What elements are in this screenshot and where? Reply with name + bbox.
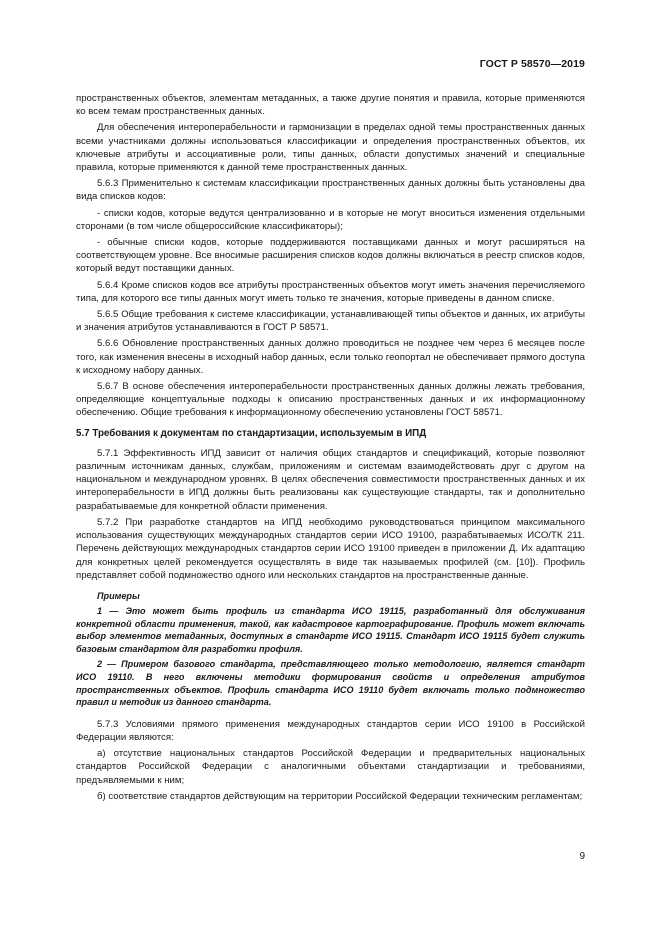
example-item: 1 — Это может быть профиль из стандарта ИСО 19115, разработанный для обслуживания конкретной области применения, такой, как кадастровое картографирование. Профиль может включать выбор элементов метаданных, доступных в стандарте ИСО 19115. Стандарт ИСО 19115 будет служить базовым стандартом для разработки профиля.: [76, 606, 585, 654]
page-number: 9: [579, 851, 585, 862]
paragraph: 5.7.3 Условиями прямого применения международных стандартов серии ИСО 19100 в Российской Федерации являются:: [76, 718, 585, 744]
document-body: [76, 92, 585, 806]
paragraph: Для обеспечения интероперабельности и гармонизации в пределах одной темы пространственных данных всеми участниками должны использоваться классификации и определения пространственных объектов, их ключевые атрибуты и ассоциативные роли, типы данных, области допустимых значений и специальные правила, которые применяются к данной теме пространственных данных.: [76, 122, 585, 174]
example-item: 2 — Примером базового стандарта, представляющего только методологию, является стандарт ИСО 19110. В него включены методики формирования свойств и определения атрибутов пространственных объектов. Профиль стандарта ИСО 19110 будет включать только подмножество правил и методик из данного стандарта.: [76, 659, 585, 708]
list-item: б) соответствие стандартов действующим на территории Российской Федерации техническим регламентам;: [97, 790, 583, 802]
list-item: - списки кодов, которые ведутся централизованно и в которые не могут вноситься изменения отдельными сторонами (в том числе общероссийские классификаторы);: [76, 207, 585, 232]
paragraph: 5.7.2 При разработке стандартов на ИПД необходимо руководствоваться принципом максимального использования существующих международных стандартов серии ИСО 19100, разрабатываемых ИСО/ТК 211. Перечень действующих международных стандартов серии ИСО 19100 приведен в приложении Д. Их адаптацию для конкретных целей рекомендуется осуществлять в виде так называемых профилей (см. [10]). Профиль представляет собой подмножество одного или нескольких стандартов на пространственные данные.: [76, 516, 585, 581]
bottom-paragraphs: [76, 718, 585, 803]
paragraph: пространственных объектов, элементам метаданных, а также другие понятия и правила, которые применяются ко всем темам пространственных данных.: [76, 93, 585, 118]
top-paragraphs: [76, 92, 585, 420]
paragraph: 5.7.1 Эффективность ИПД зависит от наличия общих стандартов и спецификаций, которые позволяют различным источникам данных, службам, приложениям и системам взаимодействовать друг с другом на национальном и международном уровнях. В целях обеспечения совместимости пространственных данных и их интероперабельности в ИПД должны быть реализованы как существующие стандарты, так и дополнительно разрабатываемые для конкретной области применения.: [76, 447, 585, 512]
paragraph: 5.6.4 Кроме списков кодов все атрибуты пространственных объектов могут иметь значения перечисляемого типа, для которого все типы данных могут иметь только те значения, которые приведены в данном списке.: [76, 279, 585, 304]
section-title: 5.7 Требования к документам по стандартизации, используемым в ИПД: [76, 427, 427, 439]
document-header: ГОСТ Р 58570—2019: [479, 58, 585, 70]
paragraph: 5.6.5 Общие требования к системе классификации, устанавливающей типы объектов и данных, их атрибуты и значения атрибутов устанавливаются в ГОСТ Р 58571.: [76, 309, 585, 334]
mid-paragraphs: [76, 447, 585, 582]
examples-block: [76, 590, 585, 709]
list-item: - обычные списки кодов, которые поддерживаются поставщиками данных и могут расширяться на соответствующем уровне. Все вносимые расширения списков кодов должны включаться в реестр списков кодов, который ведут поставщики данных.: [76, 237, 585, 275]
paragraph: 5.6.7 В основе обеспечения интероперабельности пространственных данных должны лежать требования, определяющие концептуальные подходы к описанию пространственных данных и их информационному обеспечению. Общие требования к информационному обеспечению установлены ГОСТ 58571.: [76, 381, 585, 419]
paragraph: 5.6.3 Применительно к системам классификации пространственных данных должны быть установлены два вида списков кодов:: [76, 178, 585, 203]
paragraph: 5.6.6 Обновление пространственных данных должно проводиться не позднее чем через 6 месяцев после того, как изменения внесены в исходный набор данных, если только геопортал не обеспечивает прямого доступа к исходному набору данных.: [76, 338, 585, 376]
examples-heading: Примеры: [97, 590, 140, 601]
list-item: а) отсутствие национальных стандартов Российской Федерации и предварительных национальных стандартов Российской Федерации с аналогичными объектами стандартизации и требованиями, предъявляемыми к ним;: [76, 748, 585, 786]
